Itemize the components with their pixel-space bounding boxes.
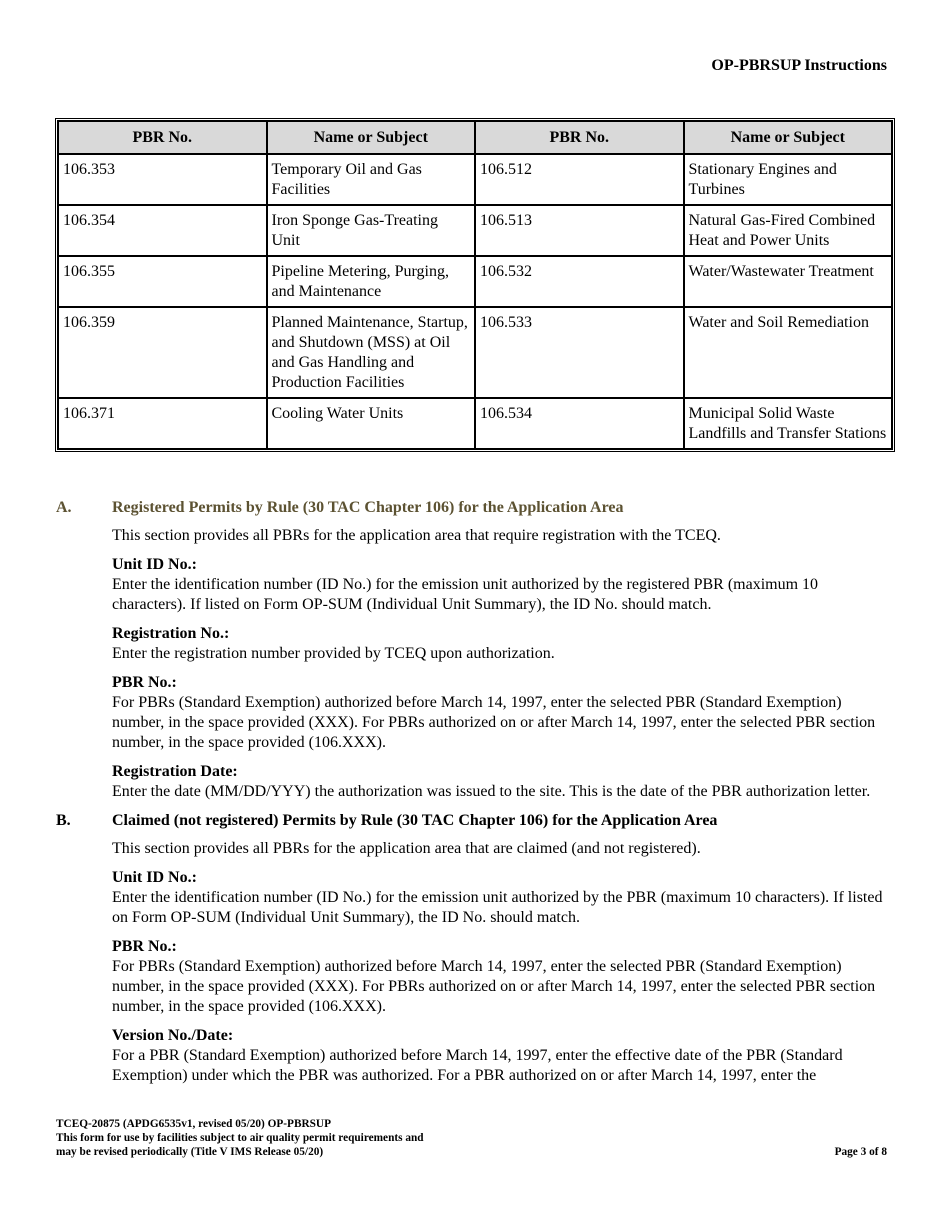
column-header: PBR No. — [58, 121, 267, 154]
footer-line: This form for use by facilities subject to air quality permit requirements and — [56, 1132, 424, 1144]
field-unit-id — [112, 868, 896, 928]
field-registration-no — [112, 624, 896, 664]
field-registration-date — [112, 762, 896, 802]
section-title: Registered Permits by Rule (30 TAC Chapter 106) for the Application Area — [112, 499, 624, 516]
table-cell: Iron Sponge Gas-Treating Unit — [267, 205, 476, 256]
field-label: Registration Date: — [112, 763, 238, 780]
section-letter: A. — [56, 499, 72, 516]
field-pbr-no — [112, 937, 896, 1017]
field-version-date — [112, 1026, 896, 1086]
section-title: Claimed (not registered) Permits by Rule (30 TAC Chapter 106) for the Application Area — [112, 812, 718, 829]
section-b-heading — [56, 811, 896, 831]
field-label: Unit ID No.: — [112, 869, 197, 886]
field-text: Enter the identification number (ID No.) for the emission unit authorized by the registered PBR (maximum 10 characters). If listed on Form OP-SUM (Individual Unit Summary), the ID No. should match. — [112, 576, 819, 613]
table-cell: Natural Gas-Fired Combined Heat and Power Units — [684, 205, 893, 256]
section-intro: This section provides all PBRs for the application area that are claimed (and not registered). — [112, 840, 701, 857]
table-cell: 106.533 — [475, 307, 684, 398]
pbr-table — [55, 118, 895, 452]
column-header: PBR No. — [475, 121, 684, 154]
table-cell: 106.371 — [58, 398, 267, 449]
field-text: Enter the date (MM/DD/YYY) the authorization was issued to the site. This is the date of the PBR authorization letter. — [112, 783, 871, 800]
field-label: PBR No.: — [112, 938, 177, 955]
table-row — [58, 398, 892, 449]
field-text: For a PBR (Standard Exemption) authorized before March 14, 1997, enter the effective date of the PBR (Standard Exemption) under which the PBR was authorized. For a PBR authorized on or after March 14, 1997, enter the — [112, 1047, 843, 1084]
table-cell: 106.353 — [58, 154, 267, 205]
table-row — [58, 154, 892, 205]
table-cell: Temporary Oil and Gas Facilities — [267, 154, 476, 205]
section-intro: This section provides all PBRs for the application area that require registration with the TCEQ. — [112, 527, 721, 544]
field-label: Registration No.: — [112, 625, 230, 642]
field-text: For PBRs (Standard Exemption) authorized before March 14, 1997, enter the selected PBR (Standard Exemption) number, in the space provided (XXX). For PBRs authorized on or after March 14, 1997, enter the selected PBR section number, in the space provided (106.XXX). — [112, 958, 876, 1015]
table-cell: Water/Wastewater Treatment — [684, 256, 893, 307]
table-cell: Municipal Solid Waste Landfills and Transfer Stations — [684, 398, 893, 449]
page-header-title: OP-PBRSUP Instructions — [711, 57, 887, 74]
section-a-heading — [56, 498, 896, 518]
field-text: Enter the registration number provided by TCEQ upon authorization. — [112, 645, 555, 662]
footer-line: may be revised periodically (Title V IMS Release 05/20) — [56, 1146, 324, 1158]
field-text: Enter the identification number (ID No.) for the emission unit authorized by the PBR (maximum 10 characters). If listed on Form OP-SUM (Individual Unit Summary), the ID No. should match. — [112, 889, 883, 926]
table-cell: Pipeline Metering, Purging, and Maintenance — [267, 256, 476, 307]
field-label: PBR No.: — [112, 674, 177, 691]
field-unit-id — [112, 555, 896, 615]
table-header-row — [58, 121, 892, 154]
table-cell: 106.355 — [58, 256, 267, 307]
field-text: For PBRs (Standard Exemption) authorized before March 14, 1997, enter the selected PBR (Standard Exemption) number, in the space provided (XXX). For PBRs authorized on or after March 14, 1997, enter the selected PBR section number, in the space provided (106.XXX). — [112, 694, 876, 751]
column-header: Name or Subject — [684, 121, 893, 154]
section-letter: B. — [56, 812, 71, 829]
table-cell: Planned Maintenance, Startup, and Shutdown (MSS) at Oil and Gas Handling and Production Facilities — [267, 307, 476, 398]
table-row — [58, 205, 892, 256]
field-label: Version No./Date: — [112, 1027, 234, 1044]
field-pbr-no — [112, 673, 896, 753]
table-cell: Cooling Water Units — [267, 398, 476, 449]
instructions-body — [56, 498, 896, 1095]
table-row — [58, 256, 892, 307]
table-cell: Stationary Engines and Turbines — [684, 154, 893, 205]
column-header: Name or Subject — [267, 121, 476, 154]
table-cell: 106.512 — [475, 154, 684, 205]
table-cell: 106.354 — [58, 205, 267, 256]
footer-form-info — [56, 1117, 424, 1159]
table-cell: 106.513 — [475, 205, 684, 256]
page-number: Page 3 of 8 — [834, 1146, 887, 1158]
table-cell: 106.534 — [475, 398, 684, 449]
table-cell: 106.359 — [58, 307, 267, 398]
table-cell: Water and Soil Remediation — [684, 307, 893, 398]
table-row — [58, 307, 892, 398]
table-cell: 106.532 — [475, 256, 684, 307]
field-label: Unit ID No.: — [112, 556, 197, 573]
footer-line: TCEQ-20875 (APDG6535v1, revised 05/20) OP-PBRSUP — [56, 1118, 331, 1130]
